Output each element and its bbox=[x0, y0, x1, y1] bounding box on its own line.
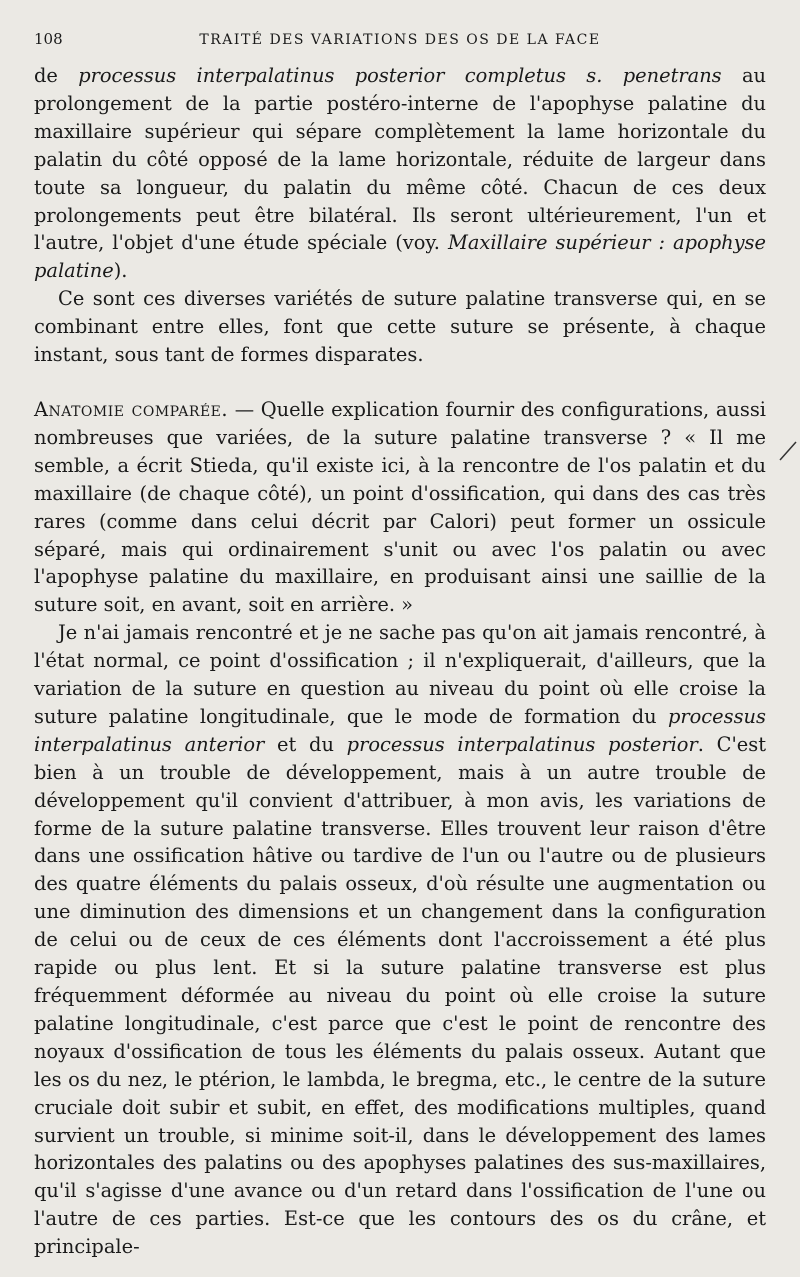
running-head bbox=[34, 30, 766, 48]
p1-text-a: de bbox=[34, 64, 79, 87]
p3-text: — Quelle explication fournir des configurations, aussi nombreuses que variées, de la suture palatine transverse ? « Il me semble, a écrit Stieda, qu'il existe ici, à la rencontre de l'os palatin et du maxillaire (de chaque côté), un point d'ossification, qui dans des cas très rares (comme dans celui décrit par Calori) peut former un ossicule séparé, mais qui ordinairement s'unit ou avec l'os palatin ou avec l'apophyse palatine du maxillaire, en produisant ainsi une saillie de la suture soit, en avant, soit en arrière. » bbox=[34, 397, 766, 617]
p1-text-e: ). bbox=[113, 259, 128, 283]
p1-text-c: au prolongement de la partie postéro-interne de l'apophyse palatine du maxillaire supérieur qui sépare complètement la lame horizontale du palatin du côté opposé de la lame horizontale, réduite de largeur dans toute sa longueur, du palatin du même côté. Chacun de ces deux prolongements peut être bilatéral. Ils seront ultérieurement, l'un et l'autre, l'objet d'une étude spéciale (voy. bbox=[34, 64, 766, 255]
body-text bbox=[34, 62, 766, 1261]
paragraph-1 bbox=[34, 62, 766, 285]
paragraph-3 bbox=[34, 396, 766, 619]
p4-text-e: . C'est bien à un trouble de développement, mais à un autre trouble de développement qu'il convient d'attribuer, à mon avis, les variations de forme de la suture palatine transverse. Elles trouvent leur raison d'être dans une ossification hâtive ou tardive de l'un ou l'autre ou de plusieurs des quatre éléments du palais osseux, d'où résulte une augmentation ou une diminution des dimensions et un changement dans la configuration de celui ou de ceux de ces éléments dont l'accroissement a été plus rapide ou plus lent. Et si la suture palatine transverse est plus fréquemment déformée au niveau du point où elle croise la suture palatine longitudinale, c'est parce que c'est le point de rencontre des noyaux d'ossification de tous les éléments du palais osseux. Autant que les os du nez, le ptérion, le lambda, le bregma, etc., le centre de la suture cruciale doit subir et subit, en effet, des modifications multiples, quand survient un trouble, si minime soit-il, dans le développement des lames horizontales des palatins ou des apophyses palatines des sus-maxillaires, qu'il s'agisse d'une avance ou d'un retard dans l'ossification de l'une ou l'autre de ces parties. Est-ce que les contours des os du crâne, et principale- bbox=[34, 732, 767, 1259]
p4-italic-posterior: processus interpalatinus posterior bbox=[346, 732, 698, 756]
page-number: 108 bbox=[34, 30, 63, 48]
p4-italic-anterior: processus interpalatinus anterior bbox=[34, 704, 766, 756]
p1-italic-term: processus interpalatinus posterior completus s. penetrans bbox=[78, 64, 722, 87]
p1-italic-reference: Maxillaire supérieur : apophyse palatine bbox=[34, 231, 766, 283]
paragraph-2: Ce sont ces diverses variétés de suture palatine transverse qui, en se combinant entre elles, font que cette suture se présente, à chaque instant, sous tant de formes disparates. bbox=[34, 287, 766, 367]
p4-text-c: et du bbox=[264, 732, 347, 756]
section-heading: Anatomie comparée. bbox=[34, 397, 229, 421]
running-title: TRAITÉ DES VARIATIONS DES OS DE LA FACE bbox=[199, 32, 601, 48]
margin-pencil-mark-icon bbox=[776, 440, 798, 468]
paragraph-4 bbox=[34, 619, 766, 1261]
p4-text-a: Je n'ai jamais rencontré et je ne sache pas qu'on ait jamais rencontré, à l'état normal, ce point d'ossification ; il n'expliquerait, d'ailleurs, que la variation de la suture en question au niveau du point où elle croise la suture palatine longitudinale, que le mode de formation du bbox=[34, 621, 766, 728]
